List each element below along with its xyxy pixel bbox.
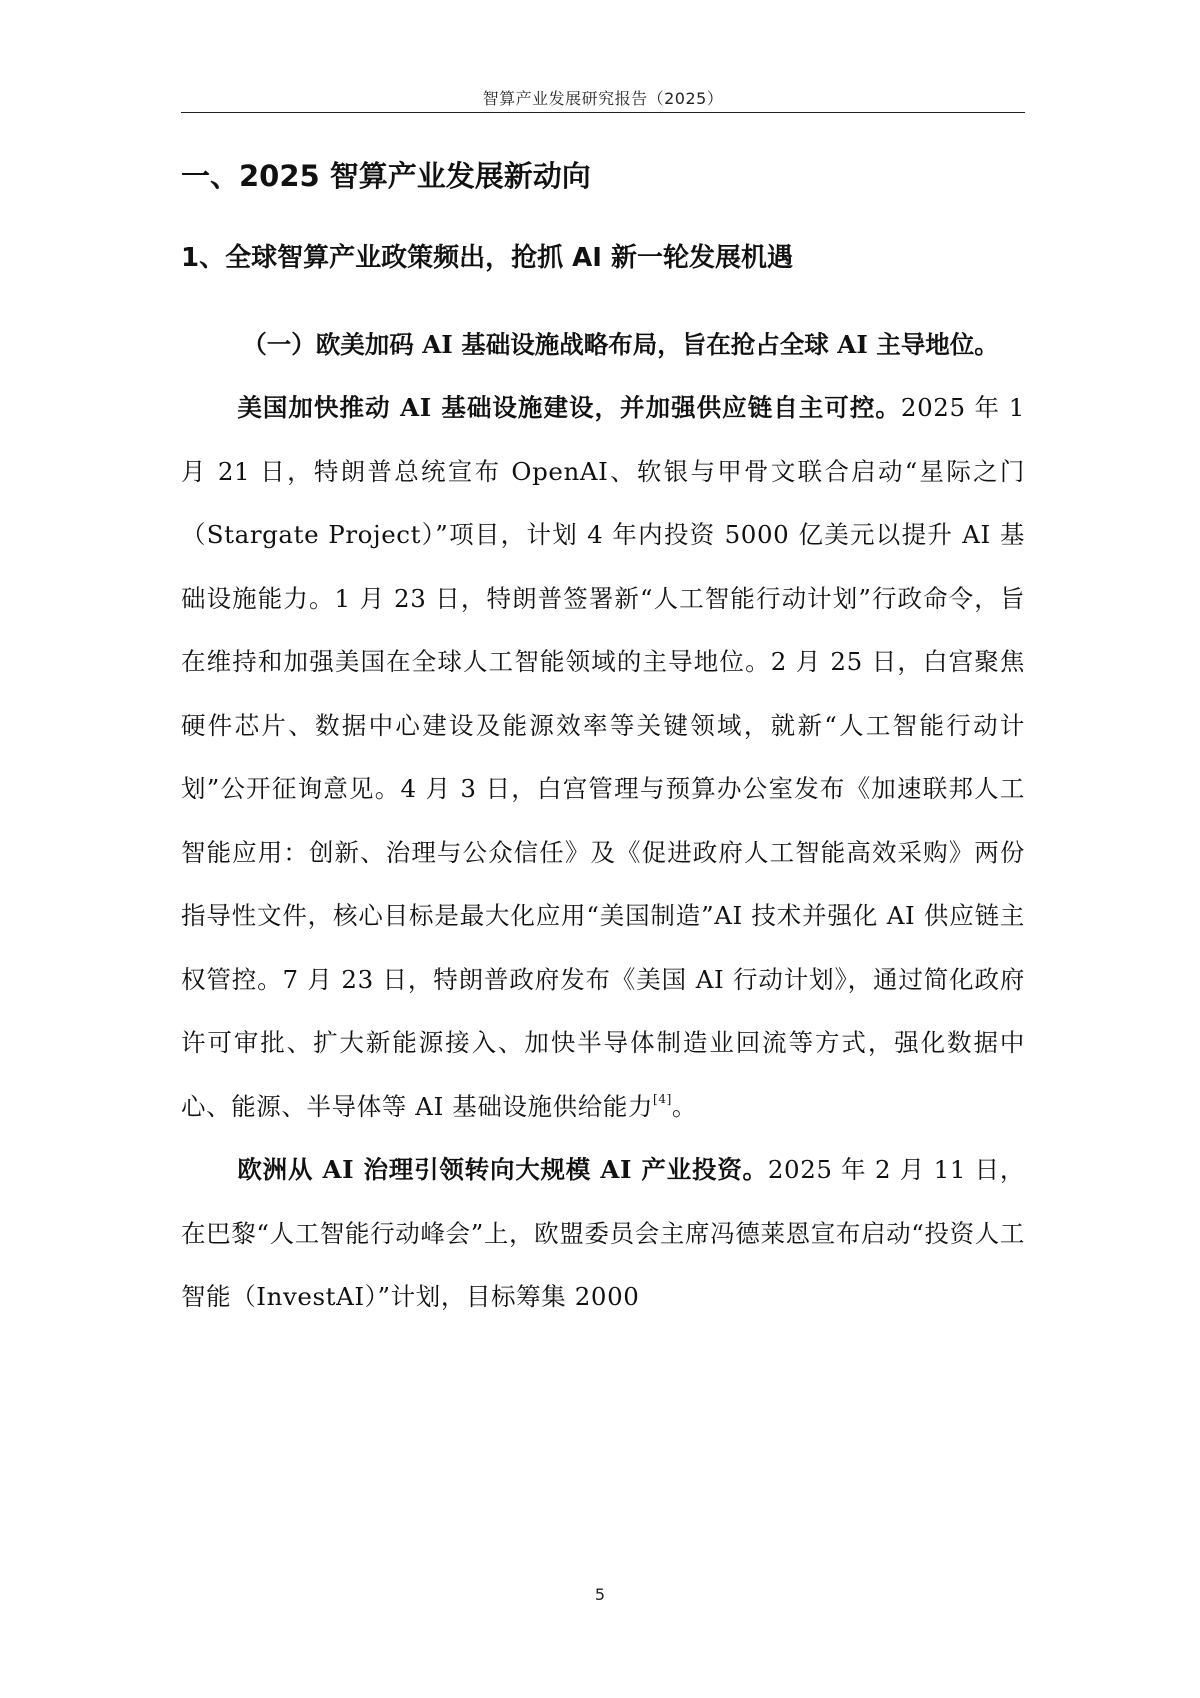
subsubsection-heading: （一）欧美加码 AI 基础设施战略布局，旨在抢占全球 AI 主导地位。 <box>242 330 999 359</box>
paragraph-us <box>181 376 1025 1138</box>
section-heading: 一、2025 智算产业发展新动向 <box>181 159 591 193</box>
paragraph-body: 2025 年 1 月 21 日，特朗普总统宣布 OpenAI、软银与甲骨文联合启动“星际之门（Stargate Project）”项目，计划 4 年内投资 5000 亿美元以提升 AI 基础设施能力。1 月 23 日，特朗普签署新“人工智能行动计划”行政命令，旨在维持和加强美国在全球人工智能领域的主导地位。2 月 25 日，白宫聚焦硬件芯片、数据中心建设及能源效率等关键领域，就新“人工智能行动计划”公开征询意见。4 月 3 日，白宫管理与预算办公室发布《加速联邦人工智能应用：创新、治理与公众信任》及《促进政府人工智能高效采购》两份指导性文件，核心目标是最大化应用“美国制造”AI 技术并强化 AI 供应链主权管控。7 月 23 日，特朗普政府发布《美国 AI 行动计划》，通过简化政府许可审批、扩大新能源接入、加快半导体制造业回流等方式，强化数据中心、能源、半导体等 AI 基础设施供给能力 <box>181 393 1025 1121</box>
page-content <box>181 152 1025 1329</box>
subsection-heading: 1、全球智算产业政策频出，抢抓 AI 新一轮发展机遇 <box>181 243 793 273</box>
running-header: 智算产业发展研究报告（2025） <box>482 89 724 108</box>
page-number: 5 <box>594 1585 606 1604</box>
paragraph-lead: 美国加快推动 AI 基础设施建设，并加强供应链自主可控。 <box>237 393 901 422</box>
paragraph-lead: 欧洲从 AI 治理引领转向大规模 AI 产业投资。 <box>237 1155 768 1184</box>
paragraph-tail: 。 <box>671 1091 697 1121</box>
header-rule <box>181 112 1025 113</box>
paragraph-eu <box>181 1138 1025 1329</box>
citation-marker: [4] <box>653 1091 672 1106</box>
paragraph-body: 2025 年 2 月 11 日，在巴黎“人工智能行动峰会”上，欧盟委员会主席冯德莱恩宣布启动“投资人工智能（InvestAI）”计划，目标筹集 2000 <box>181 1155 1025 1311</box>
